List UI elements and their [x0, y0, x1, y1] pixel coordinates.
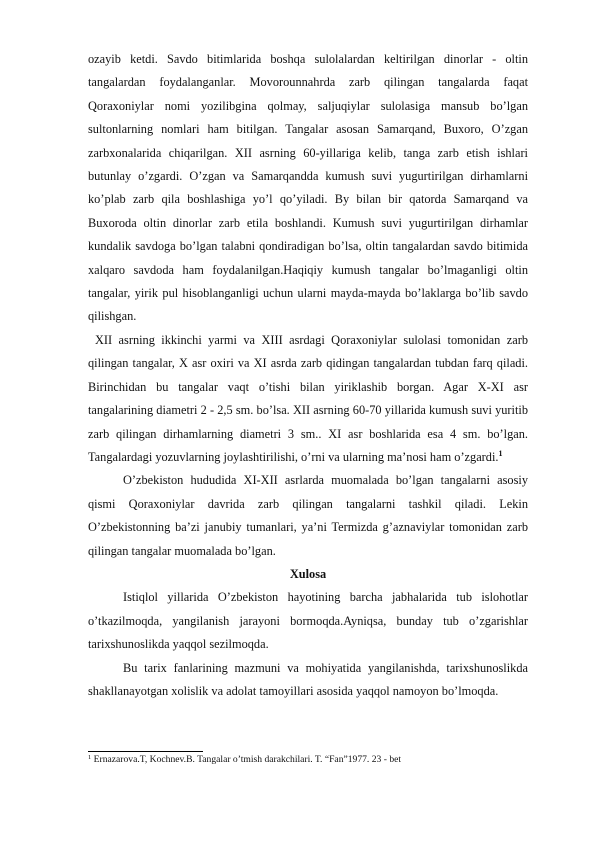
section-heading: Xulosa	[289, 566, 327, 581]
footnote	[88, 754, 528, 766]
paragraph-2	[88, 329, 528, 469]
footnote-mark: 1	[88, 754, 92, 761]
paragraph-4: Istiqlol yillarida O’zbekiston hayotining barcha jabhalarida tub islohotlar o’tkazilmoqda, yangilanish jarayoni bormoqda.Ayniqsa, bunday tub o’zgarishlar tarixshunoslikda yaqqol sezilmoqda.	[88, 590, 528, 652]
paragraph-3: O’zbekiston hududida XI-XII asrlarda muomalada bo’lgan tangalarni asosiy qismi Qoraxoniylar davrida zarb qilingan tangalarni tashkil qiladi. Lekin O’zbekistonning ba’zi janubiy tumanlari, ya’ni Termizda g’aznaviylar tomonidan zarb qilingan tangalar muomalada bo’lgan.	[88, 473, 528, 558]
document-page	[88, 48, 528, 703]
paragraph-1: ozayib ketdi. Savdo bitimlarida boshqa sulolalardan keltirilgan dinorlar - oltin tangalardan foydalanganlar. Movorounnahrda zarb qilingan tangalarda faqat Qoraxoniylar nomi yozilibgina qolmay, saljuqiylar sulolasiga mansub bo’lgan sultonlarning nomlari ham bitilgan. Tangalar asosan Samarqand, Buxoro, O’zgan zarbxonalarida chiqarilgan. XII asrning 60-yillariga kelib, tanga zarb etish ishlari butunlay o’zgardi. O’zgan va Samarqandda kumush suvi yugurtirilgan dirhamlarni ko’plab zarb qila boshlashiga yo’l qo’yiladi. By bilan bir qatorda Samarqand va Buxoroda oltin dinorlar zarb etila boshlandi. Kumush suvi yugurtirilgan dirhamlar kundalik savdoga bo’lgan talabni qondiradigan bo’lsa, oltin tangalardan savdo bitimida xalqaro savdoda ham foydalanilgan.Haqiqiy kumush tangalar bo’lmaganligi oltin tangalar, yirik pul hisoblanganligi uchun ularni mayda-mayda bo’laklarga bo’lib savdo qilishgan.	[88, 52, 528, 324]
footnote-reference[interactable]: 1	[498, 448, 503, 458]
footnote-divider	[88, 751, 203, 752]
paragraph-2-text: XII asrning ikkinchi yarmi va XIII asrdagi Qoraxoniylar sulolasi tomonidan zarb qilingan tangalar, X asr oxiri va XI asrda zarb qidingan tangalardan tubdan farq qiladi. Birinchidan bu tangalar vaqt o’tishi bilan yiriklashib borgan. Agar X-XI asr tangalarining diametri 2 - 2,5 sm. bo’lsa. XII asrning 60-70 yillarida kumush suvi yuritib zarb qilingan dirhamlarning diametri 3 sm.. XI asr boshlarida esa 4 sm. bo’lgan. Tangalardagi yozuvlarning joylashtirilishi, o’rni va ularning ma’nosi ham o’zgardi.	[88, 332, 528, 464]
footnote-text: Ernazarova.T, Kochnev.B. Tangalar o’tmish darakchilari. T. “Fan”1977. 23 - bet	[93, 754, 402, 765]
paragraph-5: Bu tarix fanlarining mazmuni va mohiyatida yangilanishda, tarixshunoslikda shakllanayotgan xolislik va adolat tamoyillari asosida yaqqol namoyon bo’lmoqda.	[88, 660, 528, 698]
